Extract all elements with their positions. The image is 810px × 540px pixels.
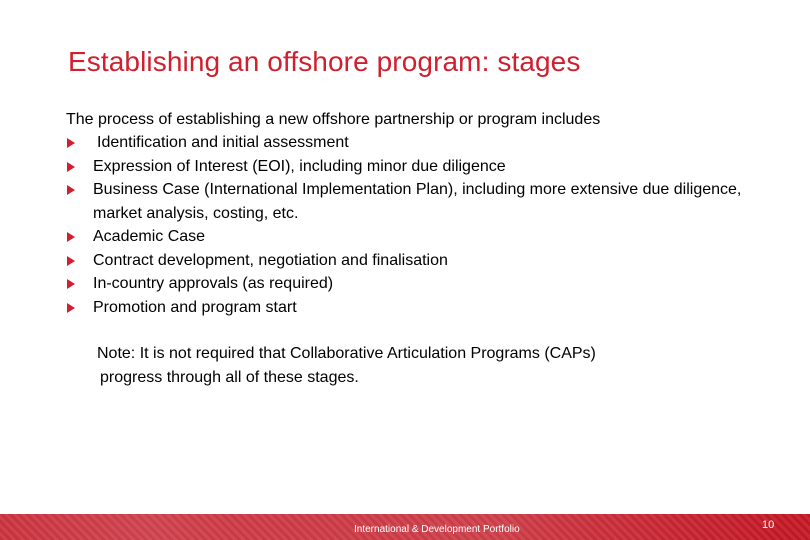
bullet-arrow-icon [67, 138, 75, 148]
list-item [66, 155, 786, 179]
stage-label: Contract development, negotiation and finalisation [93, 251, 448, 269]
stage-label: Identification and initial assessment [97, 134, 349, 151]
bullet-arrow-icon [67, 279, 75, 289]
footer-bar [0, 514, 810, 540]
list-item [66, 272, 786, 296]
page-number: 10 [762, 519, 775, 531]
bullet-arrow-icon [67, 256, 75, 266]
list-item [66, 225, 786, 249]
stage-label: Promotion and program start [93, 298, 297, 316]
bullet-arrow-icon [67, 185, 75, 195]
list-item [66, 178, 786, 225]
bullet-arrow-icon [67, 303, 75, 313]
stage-label: Academic Case [93, 228, 206, 245]
footer-label: International & Development Portfolio [354, 524, 520, 535]
note-line: progress through all of these stages. [100, 368, 359, 386]
stage-label: In-country approvals (as required) [93, 275, 334, 292]
stages-list [66, 131, 786, 319]
list-item [66, 296, 786, 320]
stage-label: Business Case (International Implementation Plan), including more extensive due diligence, market analysis, costing, etc. [93, 181, 742, 222]
note-text [97, 342, 717, 389]
bullet-arrow-icon [67, 232, 75, 242]
list-item [66, 131, 786, 155]
slide-body [66, 108, 786, 319]
slide-title: Establishing an offshore program: stages [68, 46, 581, 77]
list-item [66, 249, 786, 273]
stage-label: Expression of Interest (EOI), including minor due diligence [93, 157, 506, 175]
intro-text: The process of establishing a new offshore partnership or program includes [66, 111, 601, 128]
bullet-arrow-icon [67, 162, 75, 172]
note-line: Note: It is not required that Collaborative Articulation Programs (CAPs) [97, 345, 596, 362]
